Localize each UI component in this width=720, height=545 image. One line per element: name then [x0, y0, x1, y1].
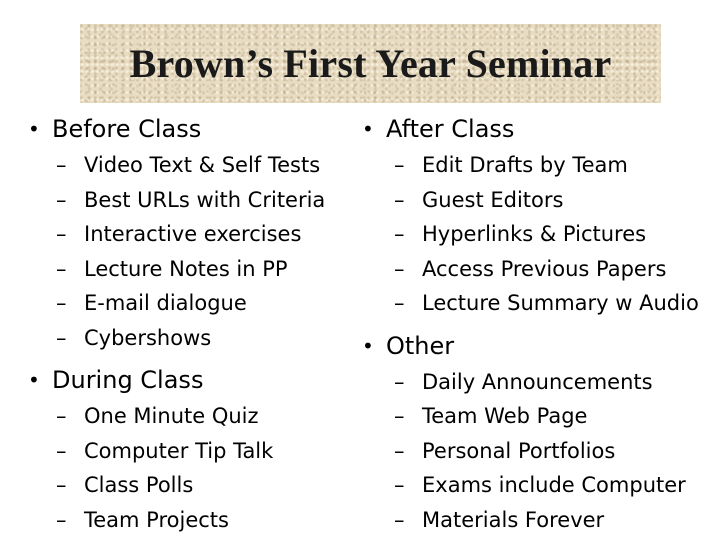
item-label: Access Previous Papers — [422, 256, 667, 281]
item-label: E-mail dialogue — [84, 291, 247, 316]
item-label: Cybershows — [84, 325, 212, 350]
section-heading — [28, 363, 348, 397]
section-heading — [28, 112, 348, 146]
item-label: Interactive exercises — [84, 222, 302, 247]
dash-icon: – — [56, 187, 67, 212]
list-item — [362, 183, 712, 218]
dash-icon: – — [394, 473, 405, 498]
item-label: Lecture Notes in PP — [84, 256, 288, 281]
list-item — [28, 321, 348, 356]
list-item — [28, 468, 348, 503]
dash-icon: – — [56, 222, 67, 247]
list-item — [362, 286, 712, 321]
list-item — [28, 148, 348, 183]
right-column — [362, 112, 712, 545]
list-item — [28, 434, 348, 469]
item-list — [28, 148, 348, 355]
bullet-icon: • — [362, 117, 374, 141]
list-item — [28, 183, 348, 218]
heading-label: Other — [386, 331, 455, 360]
item-label: Team Web Page — [422, 404, 588, 429]
section-during-class — [28, 363, 348, 537]
dash-icon: – — [56, 291, 67, 316]
item-label: Class Polls — [84, 473, 194, 498]
dash-icon: – — [394, 404, 405, 429]
list-item — [362, 365, 712, 400]
item-label: Materials Forever — [422, 507, 605, 532]
slide-title: Brown’s First Year Seminar — [129, 41, 612, 86]
section-other — [362, 329, 712, 538]
list-item — [28, 252, 348, 287]
dash-icon: – — [56, 404, 67, 429]
list-item — [362, 434, 712, 469]
dash-icon: – — [394, 187, 405, 212]
list-item — [28, 217, 348, 252]
dash-icon: – — [394, 222, 405, 247]
list-item — [362, 148, 712, 183]
section-heading — [362, 112, 712, 146]
dash-icon: – — [394, 507, 405, 532]
dash-icon: – — [56, 153, 67, 178]
bullet-icon: • — [28, 117, 40, 141]
item-label: Computer Tip Talk — [84, 438, 274, 463]
dash-icon: – — [394, 369, 405, 394]
section-after-class — [362, 112, 712, 321]
list-item — [362, 468, 712, 503]
list-item — [362, 399, 712, 434]
section-heading — [362, 329, 712, 363]
dash-icon: – — [56, 507, 67, 532]
dash-icon: – — [394, 256, 405, 281]
left-column — [28, 112, 348, 545]
title-banner — [80, 24, 661, 103]
bullet-icon: • — [362, 333, 374, 358]
heading-label: During Class — [52, 366, 204, 394]
item-label: Team Projects — [84, 507, 229, 532]
dash-icon: – — [394, 153, 405, 178]
dash-icon: – — [56, 325, 67, 350]
dash-icon: – — [56, 438, 67, 463]
dash-icon: – — [56, 473, 67, 498]
item-list — [362, 148, 712, 321]
item-label: Hyperlinks & Pictures — [422, 222, 647, 247]
item-label: Best URLs with Criteria — [84, 187, 326, 212]
section-before-class — [28, 112, 348, 355]
item-label: One Minute Quiz — [84, 404, 259, 429]
item-label: Video Text & Self Tests — [84, 153, 321, 178]
item-list — [28, 399, 348, 537]
dash-icon: – — [394, 291, 405, 316]
list-item — [28, 399, 348, 434]
list-item — [28, 503, 348, 538]
item-label: Guest Editors — [422, 187, 564, 212]
dash-icon: – — [56, 256, 67, 281]
heading-label: Before Class — [52, 115, 202, 143]
bullet-icon: • — [28, 368, 40, 392]
list-item — [362, 503, 712, 538]
item-list — [362, 365, 712, 538]
item-label: Lecture Summary w Audio — [422, 291, 699, 316]
list-item — [28, 286, 348, 321]
list-item — [362, 252, 712, 287]
item-label: Edit Drafts by Team — [422, 153, 628, 178]
item-label: Exams include Computer — [422, 473, 686, 498]
item-label: Daily Announcements — [422, 369, 653, 394]
dash-icon: – — [394, 438, 405, 463]
item-label: Personal Portfolios — [422, 438, 616, 463]
heading-label: After Class — [386, 115, 515, 143]
list-item — [362, 217, 712, 252]
